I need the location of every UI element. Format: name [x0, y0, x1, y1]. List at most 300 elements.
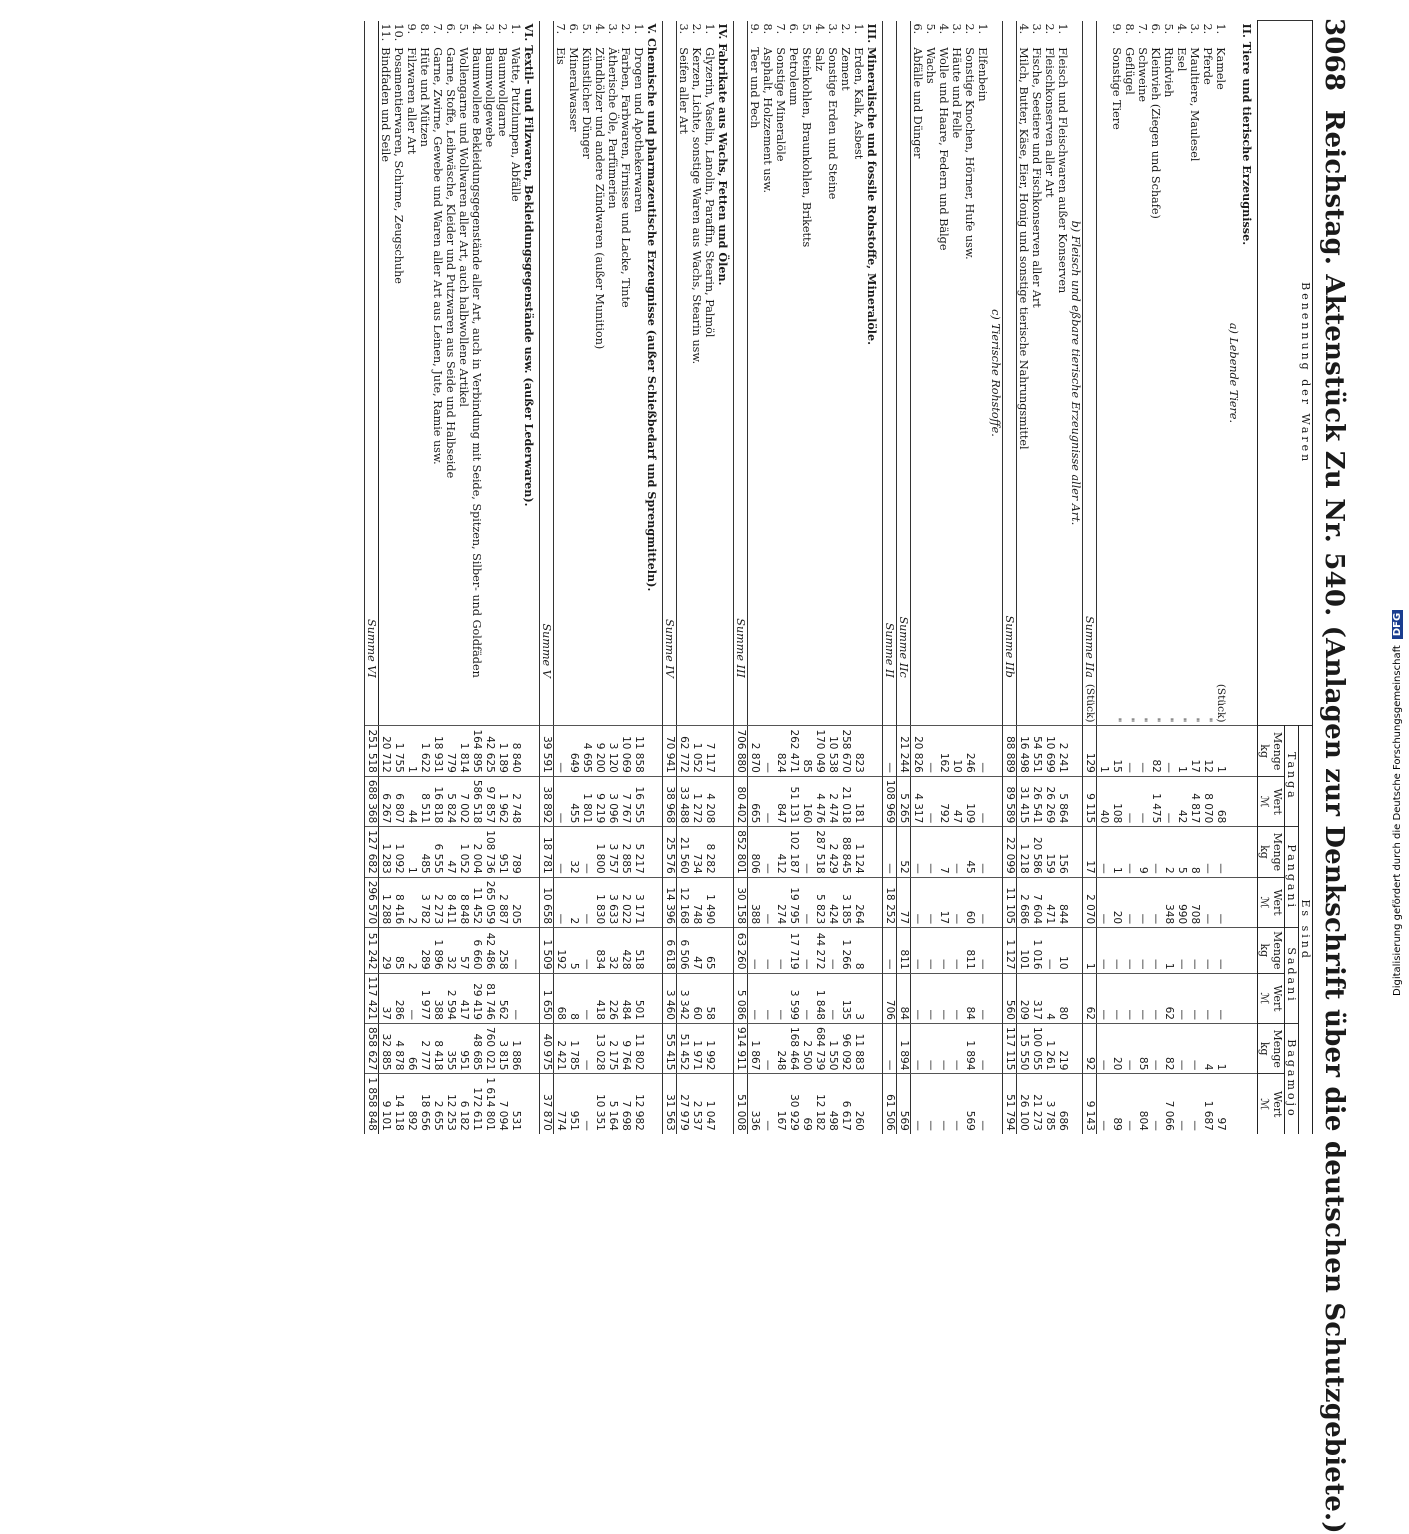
heading-text: b) Fleisch und eßbare tierische Erzeugnisse aller Art. [1069, 220, 1082, 526]
heading-text: V. Chemische und pharmazeutische Erzeugnisse (außer Schießbedarf und Sprengmitteln). [645, 23, 659, 592]
menge-cell: 6 506 [677, 928, 691, 973]
wert-cell: — [911, 1074, 925, 1134]
row-number: 1. [632, 23, 645, 35]
row-unit [976, 681, 989, 726]
wert-cell: 117 421 [365, 973, 379, 1023]
menge-cell: 1 218 [1017, 827, 1031, 877]
row-label: Salz [813, 47, 826, 72]
empty-cell [989, 776, 1003, 826]
menge-cell: — [950, 827, 963, 877]
row-number [1083, 21, 1097, 45]
menge-cell: 1 052 [457, 827, 470, 877]
wert-cell: — [1123, 973, 1136, 1023]
menge-cell: 2 004 [470, 827, 483, 877]
menge-cell: 85 [392, 928, 405, 973]
row-unit: " [1150, 717, 1162, 723]
wert-cell: — [748, 973, 762, 1023]
table-row [1097, 21, 1111, 1134]
empty-cell [1227, 928, 1240, 973]
menge-cell: 8 [852, 928, 865, 973]
wert-cell: 10 658 [540, 877, 554, 927]
row-label: Esel [1175, 47, 1188, 72]
menge-cell: 20 712 [379, 726, 393, 776]
menge-cell: 18 781 [540, 827, 554, 877]
menge-cell: — [554, 726, 568, 776]
row-label: Pferde [1201, 47, 1214, 85]
table-row [619, 21, 632, 1134]
menge-cell: 824 [774, 726, 787, 776]
empty-cell [716, 1074, 734, 1134]
menge-cell: 355 [444, 1023, 457, 1073]
empty-cell [1227, 877, 1240, 927]
table-row [826, 21, 839, 1134]
empty-cell [865, 776, 883, 826]
empty-cell [989, 928, 1003, 973]
table-row [690, 21, 703, 1134]
wert-cell: 42 [1175, 776, 1188, 826]
menge-cell: 9 200 [593, 726, 606, 776]
row-label: Sonstige Tiere [1110, 47, 1123, 130]
row-unit [924, 681, 937, 726]
menge-cell: — [509, 928, 522, 973]
wert-cell: 26 269 [1043, 776, 1056, 826]
menge-cell: 1 [1175, 726, 1188, 776]
menge-cell: 2 429 [826, 827, 839, 877]
menge-cell: 159 [1043, 827, 1056, 877]
menge-cell: 4 878 [392, 1023, 405, 1073]
menge-cell: 289 [418, 928, 431, 973]
row-unit [1030, 681, 1043, 726]
menge-cell: 5 [567, 928, 580, 973]
row-label: Sonstige Mineralöle [774, 47, 787, 162]
table-row [787, 21, 800, 1134]
row-unit [852, 681, 865, 726]
menge-cell: 3 120 [606, 726, 619, 776]
wert-cell: 2 655 [431, 1074, 444, 1134]
menge-cell: 20 586 [1030, 827, 1043, 877]
wert-cell: 2 273 [431, 877, 444, 927]
menge-cell: 22 099 [1003, 827, 1017, 877]
menge-cell: 219 [1056, 1023, 1069, 1073]
menge-cell: 834 [593, 928, 606, 973]
row-number: 4. [1175, 23, 1188, 35]
empty-cell [989, 973, 1003, 1023]
wert-cell: — [800, 973, 813, 1023]
wert-cell: 38 892 [540, 776, 554, 826]
row-label: Ätherische Öle, Parfümerien [606, 47, 619, 209]
menge-cell: — [911, 827, 925, 877]
menge-cell: 518 [632, 928, 645, 973]
wert-cell: 89 589 [1003, 776, 1017, 826]
wert-cell: 296 570 [365, 877, 379, 927]
row-number: 6. [1149, 23, 1162, 35]
row-unit: (Stück) [1215, 683, 1227, 723]
menge-cell: 25 576 [663, 827, 677, 877]
empty-cell [989, 877, 1003, 927]
wert-cell: 9 219 [593, 776, 606, 826]
row-label: Fische, Seetiere und Fischkonserven aller Art [1030, 47, 1043, 308]
menge-cell: — [883, 928, 897, 973]
empty-cell [1227, 726, 1240, 776]
empty-cell [865, 928, 883, 973]
row-label: Garne, Zwirne, Gewebe und Waren aller Art aus Leinen, Jute, Ramie usw. [431, 47, 444, 465]
wert-cell: 60 [963, 877, 976, 927]
menge-cell: 1 550 [826, 1023, 839, 1073]
wert-cell: 51 008 [734, 1074, 748, 1134]
page-header [1319, 18, 1349, 1534]
menge-cell: 9 764 [619, 1023, 632, 1073]
menge-cell: 57 [457, 928, 470, 973]
row-unit [606, 681, 619, 726]
menge-cell: 914 911 [734, 1023, 748, 1073]
empty-cell [1227, 827, 1240, 877]
sum-row [540, 21, 554, 1134]
sum-row [365, 21, 379, 1134]
wert-cell: 11 105 [1003, 877, 1017, 927]
menge-cell: 258 [496, 928, 509, 973]
empty-cell [716, 877, 734, 927]
wert-cell: 7 698 [619, 1074, 632, 1134]
row-number: 5. [457, 23, 470, 35]
wert-cell: — [950, 1074, 963, 1134]
wert-cell: 260 [852, 1074, 865, 1134]
menge-cell: 1 886 [509, 1023, 522, 1073]
menge-cell: — [976, 928, 989, 973]
wert-cell: 69 [800, 1074, 813, 1134]
menge-cell: — [1136, 928, 1149, 973]
menge-cell: — [1123, 928, 1136, 973]
table-row [379, 21, 393, 1134]
wert-cell: — [580, 877, 593, 927]
menge-cell: 1 509 [540, 928, 554, 973]
wert-cell: 30 158 [734, 877, 748, 927]
wert-cell: 2 [405, 877, 418, 927]
wert-cell: 62 [1083, 973, 1097, 1023]
menge-cell: — [1214, 827, 1227, 877]
wert-cell: 18 252 [883, 877, 897, 927]
row-unit [580, 681, 593, 726]
row-unit [567, 681, 580, 726]
wert-cell: — [937, 973, 950, 1023]
menge-cell: 3 815 [496, 1023, 509, 1073]
column-header-name: Benennung der Waren [1258, 21, 1313, 726]
empty-cell [1240, 928, 1258, 973]
table-row [911, 21, 925, 1134]
menge-cell: 4 [1201, 1023, 1214, 1073]
row-number: 2. [496, 23, 509, 35]
wert-cell: 2 070 [1083, 877, 1097, 927]
empty-cell [1227, 1023, 1240, 1073]
empty-cell [522, 1023, 540, 1073]
row-label: Summe IIa [1083, 44, 1097, 681]
empty-cell [1069, 827, 1083, 877]
menge-cell: 1 124 [852, 827, 865, 877]
table-row [937, 21, 950, 1134]
menge-cell: 192 [554, 928, 568, 973]
menge-cell: — [1149, 1023, 1162, 1073]
menge-cell: — [580, 928, 593, 973]
wert-cell: — [976, 973, 989, 1023]
menge-cell: 11 802 [632, 1023, 645, 1073]
row-unit [839, 681, 852, 726]
menge-cell: 164 895 [470, 726, 483, 776]
empty-cell [645, 1074, 663, 1134]
wert-cell: 1 614 801 [483, 1074, 496, 1134]
row-unit: " [1137, 717, 1149, 723]
row-label: Kleinvieh (Ziegen und Schafe) [1149, 47, 1162, 219]
table-row [496, 21, 509, 1134]
section-heading [522, 21, 540, 1134]
wert-cell: 471 [1043, 877, 1056, 927]
menge-cell: 1 016 [1030, 928, 1043, 973]
row-label: Wachs [924, 47, 937, 84]
wert-cell: — [950, 877, 963, 927]
empty-cell [989, 1023, 1003, 1073]
row-label: Eis [554, 47, 567, 65]
row-unit: (Stück) [1083, 681, 1097, 726]
row-number: 3. [483, 23, 496, 35]
menge-cell: 47 [690, 928, 703, 973]
menge-cell: 17 [1083, 827, 1097, 877]
menge-cell: 1 [405, 827, 418, 877]
table-row [748, 21, 762, 1134]
row-number: 7. [1136, 23, 1149, 35]
menge-cell: 1 [405, 726, 418, 776]
row-unit [748, 681, 762, 726]
wert-cell: — [937, 1074, 950, 1134]
subheader-label: Menge [1271, 832, 1284, 872]
empty-cell [716, 928, 734, 973]
unit-label: kg [1258, 943, 1271, 958]
menge-cell: 789 [509, 827, 522, 877]
wert-cell: 1 650 [540, 973, 554, 1023]
wert-cell: 990 [1175, 877, 1188, 927]
row-unit: " [1176, 717, 1188, 723]
wert-cell: — [1097, 1074, 1111, 1134]
menge-cell: — [1188, 1023, 1201, 1073]
menge-cell: 1 800 [593, 827, 606, 877]
region-header-2: Sadani [1285, 928, 1299, 1024]
wert-cell: 14 118 [392, 1074, 405, 1134]
menge-cell: 823 [852, 726, 865, 776]
table-body [365, 21, 1258, 1134]
menge-cell: — [774, 928, 787, 973]
row-unit [1043, 681, 1056, 726]
row-number: 7. [774, 23, 787, 35]
table-row [774, 21, 787, 1134]
menge-cell: 428 [619, 928, 632, 973]
wert-cell: 2 748 [509, 776, 522, 826]
row-number: 2. [839, 23, 852, 35]
row-number: 8. [418, 23, 431, 35]
menge-cell: — [937, 1023, 950, 1073]
empty-cell [865, 1074, 883, 1134]
wert-cell: 1 848 [813, 973, 826, 1023]
menge-cell: — [1162, 726, 1175, 776]
row-label: Wolle und Haare, Federn und Bälge [937, 47, 950, 251]
menge-cell: — [1175, 928, 1188, 973]
row-number: 2. [619, 23, 632, 35]
menge-cell: 734 [690, 827, 703, 877]
wert-cell: 5 086 [734, 973, 748, 1023]
wert-cell: 7 604 [1030, 877, 1043, 927]
wert-header [1258, 973, 1285, 1023]
menge-cell: — [761, 928, 774, 973]
empty-cell [1069, 726, 1083, 776]
wert-cell: 21 273 [1030, 1074, 1043, 1134]
heading-text: c) Tierische Rohstoffe. [989, 309, 1002, 437]
menge-cell: 1 261 [1043, 1023, 1056, 1073]
menge-cell: 82 [1162, 1023, 1175, 1073]
wert-cell: 18 656 [418, 1074, 431, 1134]
heading-text: a) Lebende Tiere. [1227, 322, 1240, 424]
wert-cell: 3 185 [839, 877, 852, 927]
menge-cell: 1 052 [690, 726, 703, 776]
wert-cell: 274 [774, 877, 787, 927]
row-label: Seifen aller Art [677, 47, 690, 134]
menge-cell: 8 418 [431, 1023, 444, 1073]
wert-cell: — [1149, 1074, 1162, 1134]
menge-cell: 1 266 [839, 928, 852, 973]
row-unit [632, 681, 645, 726]
wert-cell: 31 563 [663, 1074, 677, 1134]
menge-cell: 129 [1083, 726, 1097, 776]
row-number: 4. [470, 23, 483, 35]
wert-cell: 4 476 [813, 776, 826, 826]
row-unit [963, 681, 976, 726]
wert-cell: 26 100 [1017, 1074, 1031, 1134]
wert-cell: 226 [606, 973, 619, 1023]
menge-cell: 1 189 [496, 726, 509, 776]
wert-cell: 84 [897, 973, 911, 1023]
dfg-logo: DFG [1392, 610, 1403, 639]
row-number: 1. [509, 23, 522, 35]
row-unit [1056, 681, 1069, 726]
menge-cell: 127 682 [365, 827, 379, 877]
row-number: 5. [1162, 23, 1175, 35]
menge-cell: 6 555 [431, 827, 444, 877]
menge-cell: 760 021 [483, 1023, 496, 1073]
wert-cell: 1 288 [379, 877, 393, 927]
wert-cell: 8 416 [392, 877, 405, 927]
menge-cell: 32 [444, 928, 457, 973]
wert-cell: 844 [1056, 877, 1069, 927]
wert-cell: — [1110, 973, 1123, 1023]
menge-cell: 2 [1162, 827, 1175, 877]
menge-header [1258, 827, 1285, 877]
section-heading [645, 21, 663, 1134]
row-unit [883, 681, 897, 726]
menge-cell: 85 [800, 726, 813, 776]
wert-cell: 774 [554, 1074, 568, 1134]
section-heading [716, 21, 734, 1134]
wert-cell: — [554, 776, 568, 826]
wert-cell: 484 [619, 973, 632, 1023]
menge-cell: 7 [937, 827, 950, 877]
menge-cell: 10 069 [619, 726, 632, 776]
empty-cell [1240, 1023, 1258, 1073]
row-label: Mineralwasser [567, 47, 580, 132]
empty-cell [1069, 973, 1083, 1023]
wert-cell: 62 [1162, 973, 1175, 1023]
menge-cell: 62 772 [677, 726, 691, 776]
wert-cell: 3 599 [787, 973, 800, 1023]
menge-cell: 258 670 [839, 726, 852, 776]
wert-cell: 8 848 [457, 877, 470, 927]
menge-cell: 2 421 [554, 1023, 568, 1073]
menge-cell: 1 [1162, 928, 1175, 973]
menge-cell: 8 282 [703, 827, 716, 877]
row-label: Asphalt, Holzzement usw. [761, 47, 774, 194]
wert-cell: — [1188, 1074, 1201, 1134]
row-label: Geflügel [1123, 47, 1136, 95]
wert-cell: 12 982 [632, 1074, 645, 1134]
empty-cell [645, 726, 663, 776]
empty-cell [1240, 877, 1258, 927]
menge-cell: 156 [1056, 827, 1069, 877]
wert-cell: 688 368 [365, 776, 379, 826]
empty-cell [522, 726, 540, 776]
menge-header [1258, 1023, 1285, 1073]
wert-cell: 40 [1097, 776, 1111, 826]
wert-cell: 455 [567, 776, 580, 826]
row-unit: " [1163, 717, 1175, 723]
menge-cell: 10 [950, 726, 963, 776]
wert-cell: 3 785 [1043, 1074, 1056, 1134]
region-header-1: Pangani [1285, 827, 1299, 928]
heading-text: VI. Textil- und Filzwaren, Bekleidungsgegenstände usw. (außer Lederwaren). [522, 23, 536, 507]
menge-cell: — [1175, 1023, 1188, 1073]
menge-cell: 951 [496, 827, 509, 877]
empty-cell [1227, 1074, 1240, 1134]
wert-cell: 1 272 [690, 776, 703, 826]
table-row [1162, 21, 1175, 1134]
menge-cell: — [924, 928, 937, 973]
menge-cell: 52 [897, 827, 911, 877]
empty-cell [645, 776, 663, 826]
row-unit [483, 681, 496, 726]
wert-cell: — [554, 877, 568, 927]
row-number: 3. [950, 23, 963, 35]
wert-cell: 108 [1110, 776, 1123, 826]
row-number [883, 21, 897, 45]
wert-cell: 7 767 [619, 776, 632, 826]
table-row [1175, 21, 1188, 1134]
wert-cell: 286 [392, 973, 405, 1023]
table-row [632, 21, 645, 1134]
row-unit [496, 681, 509, 726]
empty-cell [1240, 973, 1258, 1023]
row-number: 5. [800, 23, 813, 35]
wert-cell: 1 047 [703, 1074, 716, 1134]
wert-cell: 388 [431, 973, 444, 1023]
row-number: 8. [1123, 23, 1136, 35]
menge-cell: 85 [1136, 1023, 1149, 1073]
menge-cell: — [1123, 827, 1136, 877]
menge-cell: 32 [606, 928, 619, 973]
menge-cell: 1 867 [748, 1023, 762, 1073]
table-row [1188, 21, 1201, 1134]
menge-cell: 15 550 [1017, 1023, 1031, 1073]
row-unit [540, 681, 554, 726]
row-number: 11. [379, 23, 392, 42]
wert-header [1258, 776, 1285, 826]
row-unit [813, 681, 826, 726]
row-number: 8. [761, 23, 774, 35]
menge-cell: 102 187 [787, 827, 800, 877]
row-label: Summe III [734, 44, 748, 681]
empty-cell [989, 827, 1003, 877]
